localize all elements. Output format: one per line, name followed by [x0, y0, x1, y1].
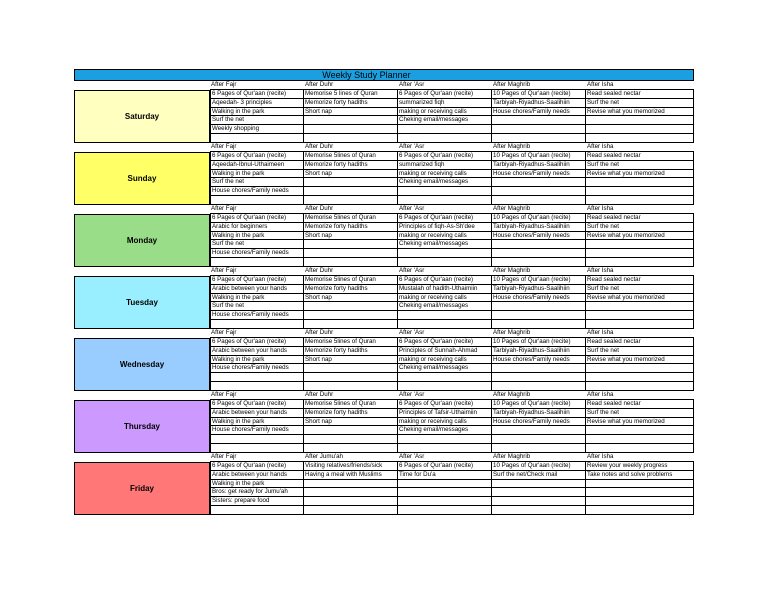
schedule-cell[interactable]	[586, 240, 694, 249]
schedule-cell[interactable]: Short nap	[304, 232, 398, 241]
schedule-cell[interactable]: House chores/Family needs	[492, 170, 586, 179]
schedule-cell[interactable]: Memorize forty hadiths	[304, 285, 398, 294]
column-header: After Isha	[586, 267, 694, 276]
schedule-cell[interactable]	[586, 116, 694, 125]
schedule-cell[interactable]	[304, 488, 398, 497]
schedule-cell[interactable]: Bros: get ready for Jumu'ah	[210, 488, 304, 497]
schedule-cell[interactable]	[492, 444, 586, 453]
schedule-cell[interactable]	[304, 444, 398, 453]
schedule-cell[interactable]: Short nap	[304, 356, 398, 365]
schedule-cell[interactable]: Weekly shopping	[210, 125, 304, 134]
schedule-cell[interactable]: 6 Pages of Qur'aan (recite)	[210, 338, 304, 347]
day-block-friday	[74, 453, 694, 515]
schedule-cell[interactable]	[492, 302, 586, 311]
schedule-cell[interactable]: Visiting relatives/friends/sick	[304, 462, 398, 471]
schedule-cell[interactable]: Cheking email/messages	[398, 178, 492, 187]
schedule-cell[interactable]: making or receiving calls	[398, 232, 492, 241]
schedule-cell[interactable]: Walking in the park	[210, 108, 304, 117]
schedule-cell[interactable]: House chores/Family needs	[492, 294, 586, 303]
schedule-cell[interactable]	[492, 134, 586, 143]
schedule-grid	[210, 267, 694, 329]
column-header: After Maghrib	[492, 391, 586, 400]
schedule-cell[interactable]	[586, 196, 694, 205]
schedule-cell[interactable]: making or receiving calls	[398, 418, 492, 427]
schedule-cell[interactable]	[492, 187, 586, 196]
schedule-cell[interactable]	[586, 373, 694, 382]
column-header: After 'Asr	[398, 205, 492, 214]
schedule-cell[interactable]	[586, 426, 694, 435]
schedule-grid	[210, 143, 694, 205]
schedule-cell[interactable]: Surf the net	[210, 240, 304, 249]
schedule-cell[interactable]: 10 Pages of Qur'aan (recite)	[492, 462, 586, 471]
planner-title: Weekly Study Planner	[322, 70, 411, 80]
schedule-cell[interactable]	[210, 196, 304, 205]
schedule-cell[interactable]: House chores/Family needs	[210, 311, 304, 320]
schedule-cell[interactable]: Surf the net	[586, 409, 694, 418]
schedule-cell[interactable]: Memorize forty hadiths	[304, 223, 398, 232]
schedule-cell[interactable]: Surf the net	[210, 302, 304, 311]
schedule-cell[interactable]	[586, 134, 694, 143]
schedule-cell[interactable]: Surf the net	[586, 285, 694, 294]
schedule-cell[interactable]: Surf the net	[586, 99, 694, 108]
day-label-sunday[interactable]: Sunday	[74, 152, 210, 205]
schedule-cell[interactable]: Tarbiyah-Riyadhus-Saalihiin	[492, 285, 586, 294]
schedule-cell[interactable]: making or receiving calls	[398, 356, 492, 365]
schedule-cell[interactable]: summarized fiqh	[398, 99, 492, 108]
schedule-cell[interactable]	[304, 116, 398, 125]
column-header: After 'Asr	[398, 81, 492, 90]
schedule-cell[interactable]: 6 Pages of Qur'aan (recite)	[210, 152, 304, 161]
schedule-cell[interactable]	[398, 249, 492, 258]
schedule-cell[interactable]: Walking in the park	[210, 480, 304, 489]
day-label-wednesday[interactable]: Wednesday	[74, 338, 210, 391]
schedule-cell[interactable]: Tarbiyah-Riyadhus-Saalihiin	[492, 223, 586, 232]
schedule-cell[interactable]: Tarbiyah-Riyadhus-Saalihiin	[492, 99, 586, 108]
schedule-cell[interactable]: Surf the net	[586, 223, 694, 232]
schedule-cell[interactable]	[492, 480, 586, 489]
schedule-cell[interactable]: Arabic between your hands	[210, 471, 304, 480]
schedule-cell[interactable]	[304, 134, 398, 143]
column-header: After Isha	[586, 329, 694, 338]
schedule-cell[interactable]	[586, 249, 694, 258]
column-header: After 'Asr	[398, 453, 492, 462]
schedule-cell[interactable]: 6 Pages of Qur'aan (recite)	[398, 400, 492, 409]
schedule-cell[interactable]: House chores/Family needs	[492, 356, 586, 365]
schedule-cell[interactable]: House chores/Family needs	[210, 249, 304, 258]
schedule-cell[interactable]: making or receiving calls	[398, 170, 492, 179]
schedule-grid	[210, 81, 694, 143]
schedule-cell[interactable]	[398, 373, 492, 382]
schedule-cell[interactable]: House chores/Family needs	[210, 187, 304, 196]
day-block-saturday	[74, 81, 694, 143]
schedule-cell[interactable]: Cheking email/messages	[398, 302, 492, 311]
schedule-cell[interactable]	[492, 373, 586, 382]
column-header: After Duhr	[304, 81, 398, 90]
schedule-cell[interactable]	[304, 249, 398, 258]
schedule-cell[interactable]: House chores/Family needs	[492, 108, 586, 117]
schedule-cell[interactable]: 6 Pages of Qur'aan (recite)	[210, 400, 304, 409]
schedule-cell[interactable]	[586, 302, 694, 311]
day-block-thursday	[74, 391, 694, 453]
schedule-cell[interactable]: Mustalah of hadith-Uthaimiin	[398, 285, 492, 294]
schedule-cell[interactable]	[304, 196, 398, 205]
schedule-cell[interactable]	[586, 364, 694, 373]
schedule-cell[interactable]: Review your weekly progress	[586, 462, 694, 471]
schedule-cell[interactable]: Short nap	[304, 294, 398, 303]
schedule-cell[interactable]	[398, 488, 492, 497]
schedule-cell[interactable]	[304, 320, 398, 329]
column-header: After Maghrib	[492, 453, 586, 462]
schedule-cell[interactable]	[586, 444, 694, 453]
schedule-cell[interactable]	[586, 382, 694, 391]
schedule-cell[interactable]: Memorise 5lines of Quran	[304, 338, 398, 347]
schedule-cell[interactable]	[586, 258, 694, 267]
schedule-cell[interactable]	[492, 311, 586, 320]
schedule-cell[interactable]: Memorise 5 lines of Quran	[304, 90, 398, 99]
schedule-cell[interactable]: Tarbiyah-Riyadhus-Saalihiin	[492, 161, 586, 170]
schedule-grid	[210, 329, 694, 391]
schedule-cell[interactable]: Principles of Tafsir-Uthaimiin	[398, 409, 492, 418]
schedule-cell[interactable]	[304, 125, 398, 134]
schedule-cell[interactable]	[586, 480, 694, 489]
schedule-cell[interactable]: Read sealed nectar	[586, 152, 694, 161]
column-header: After Maghrib	[492, 81, 586, 90]
schedule-cell[interactable]	[398, 196, 492, 205]
schedule-cell[interactable]: Surf the net	[210, 178, 304, 187]
schedule-cell[interactable]	[586, 125, 694, 134]
schedule-cell[interactable]: Memorize forty hadiths	[304, 347, 398, 356]
schedule-cell[interactable]	[586, 488, 694, 497]
schedule-cell[interactable]	[304, 426, 398, 435]
column-header: After Fajr	[210, 205, 304, 214]
schedule-cell[interactable]	[398, 134, 492, 143]
day-label-monday[interactable]: Monday	[74, 214, 210, 267]
schedule-cell[interactable]	[398, 187, 492, 196]
schedule-cell[interactable]	[398, 497, 492, 506]
schedule-cell[interactable]: Read sealed nectar	[586, 90, 694, 99]
column-header: After Isha	[586, 391, 694, 400]
schedule-cell[interactable]: Principles of Sunnah-Ahmad	[398, 347, 492, 356]
schedule-cell[interactable]: House chores/Family needs	[210, 426, 304, 435]
schedule-cell[interactable]: Cheking email/messages	[398, 426, 492, 435]
schedule-cell[interactable]	[586, 311, 694, 320]
schedule-cell[interactable]: Memorize forty hadiths	[304, 161, 398, 170]
schedule-cell[interactable]: Read sealed nectar	[586, 214, 694, 223]
schedule-cell[interactable]: 6 Pages of Qur'aan (recite)	[210, 462, 304, 471]
column-header: After Duhr	[304, 391, 398, 400]
schedule-cell[interactable]	[304, 480, 398, 489]
day-label-tuesday[interactable]: Tuesday	[74, 276, 210, 329]
schedule-grid	[210, 205, 694, 267]
schedule-cell[interactable]: 10 Pages of Qur'aan (recite)	[492, 400, 586, 409]
schedule-cell[interactable]: 6 Pages of Qur'aan (recite)	[398, 90, 492, 99]
schedule-cell[interactable]	[492, 116, 586, 125]
schedule-cell[interactable]	[304, 435, 398, 444]
schedule-cell[interactable]: Cheking email/messages	[398, 240, 492, 249]
schedule-cell[interactable]: Walking in the park	[210, 356, 304, 365]
schedule-cell[interactable]	[304, 364, 398, 373]
schedule-cell[interactable]	[398, 480, 492, 489]
schedule-cell[interactable]: Cheking email/messages	[398, 364, 492, 373]
column-header: After Fajr	[210, 143, 304, 152]
schedule-cell[interactable]: Short nap	[304, 418, 398, 427]
schedule-cell[interactable]: Aqeedah-Ibnul-Uthaimeen	[210, 161, 304, 170]
schedule-cell[interactable]: 6 Pages of Qur'aan (recite)	[398, 338, 492, 347]
schedule-cell[interactable]	[210, 435, 304, 444]
column-header: After 'Asr	[398, 143, 492, 152]
schedule-cell[interactable]: Short nap	[304, 170, 398, 179]
schedule-cell[interactable]: Time for Du'a	[398, 471, 492, 480]
day-label-saturday[interactable]: Saturday	[74, 90, 210, 143]
schedule-cell[interactable]: 10 Pages of Qur'aan (recite)	[492, 338, 586, 347]
column-header: After Duhr	[304, 329, 398, 338]
column-header: After Duhr	[304, 205, 398, 214]
schedule-cell[interactable]: Surf the net	[586, 347, 694, 356]
schedule-cell[interactable]	[210, 373, 304, 382]
column-header: After Maghrib	[492, 267, 586, 276]
schedule-cell[interactable]: Revise what you memorized	[586, 418, 694, 427]
schedule-cell[interactable]: Memorise 5lines of Quran	[304, 276, 398, 285]
schedule-cell[interactable]	[586, 320, 694, 329]
schedule-cell[interactable]: Walking in the park	[210, 418, 304, 427]
schedule-cell[interactable]: Revise what you memorized	[586, 356, 694, 365]
schedule-cell[interactable]	[398, 258, 492, 267]
schedule-cell[interactable]: making or receiving calls	[398, 108, 492, 117]
schedule-cell[interactable]	[304, 258, 398, 267]
schedule-cell[interactable]: Aqeedah- 3 principles	[210, 99, 304, 108]
study-planner-sheet	[74, 69, 694, 515]
schedule-cell[interactable]	[304, 302, 398, 311]
schedule-cell[interactable]	[210, 134, 304, 143]
schedule-cell[interactable]: House chores/Family needs	[492, 232, 586, 241]
schedule-cell[interactable]	[492, 178, 586, 187]
schedule-cell[interactable]	[492, 426, 586, 435]
schedule-cell[interactable]	[398, 382, 492, 391]
schedule-cell[interactable]	[398, 444, 492, 453]
schedule-cell[interactable]: 6 Pages of Qur'aan (recite)	[210, 214, 304, 223]
schedule-cell[interactable]	[492, 382, 586, 391]
schedule-cell[interactable]	[398, 506, 492, 515]
column-header: After Fajr	[210, 391, 304, 400]
schedule-cell[interactable]: Tarbiyah-Riyadhus-Saalihiin	[492, 409, 586, 418]
day-block-sunday	[74, 143, 694, 205]
schedule-cell[interactable]: Revise what you memorized	[586, 108, 694, 117]
column-header: After Jumu'ah	[304, 453, 398, 462]
schedule-cell[interactable]: House chores/Family needs	[210, 364, 304, 373]
schedule-cell[interactable]	[586, 506, 694, 515]
schedule-cell[interactable]: Memorize forty hadiths	[304, 99, 398, 108]
column-header: After 'Asr	[398, 329, 492, 338]
schedule-cell[interactable]: 6 Pages of Qur'aan (recite)	[210, 90, 304, 99]
schedule-cell[interactable]	[586, 187, 694, 196]
schedule-cell[interactable]	[210, 320, 304, 329]
schedule-cell[interactable]	[492, 435, 586, 444]
schedule-cell[interactable]: Revise what you memorized	[586, 294, 694, 303]
column-header: After Fajr	[210, 267, 304, 276]
schedule-cell[interactable]: 6 Pages of Qur'aan (recite)	[398, 276, 492, 285]
schedule-cell[interactable]	[210, 506, 304, 515]
schedule-cell[interactable]: Revise what you memorized	[586, 170, 694, 179]
column-header: After Isha	[586, 143, 694, 152]
planner-title-bar[interactable]	[74, 69, 694, 81]
schedule-cell[interactable]: Read sealed nectar	[586, 276, 694, 285]
schedule-cell[interactable]	[398, 435, 492, 444]
schedule-cell[interactable]: Having a meal with Muslims	[304, 471, 398, 480]
column-header: After Maghrib	[492, 205, 586, 214]
schedule-cell[interactable]: Walking in the park	[210, 232, 304, 241]
schedule-cell[interactable]	[586, 497, 694, 506]
schedule-cell[interactable]: Surf the net	[586, 161, 694, 170]
schedule-cell[interactable]: Arabic between your hands	[210, 347, 304, 356]
schedule-cell[interactable]: 10 Pages of Qur'aan (recite)	[492, 152, 586, 161]
schedule-cell[interactable]: 6 Pages of Qur'aan (recite)	[398, 152, 492, 161]
schedule-cell[interactable]: Principles of fiqh-As-Sh'dee	[398, 223, 492, 232]
schedule-cell[interactable]	[492, 364, 586, 373]
schedule-cell[interactable]: 6 Pages of Qur'aan (recite)	[210, 276, 304, 285]
schedule-cell[interactable]: summarized fiqh	[398, 161, 492, 170]
schedule-cell[interactable]: Arabic for beginners	[210, 223, 304, 232]
column-header: After 'Asr	[398, 267, 492, 276]
schedule-cell[interactable]	[586, 435, 694, 444]
schedule-cell[interactable]: Cheking email/messages	[398, 116, 492, 125]
schedule-grid	[210, 391, 694, 453]
column-header: After Fajr	[210, 329, 304, 338]
column-header: After Duhr	[304, 267, 398, 276]
schedule-cell[interactable]: 10 Pages of Qur'aan (recite)	[492, 90, 586, 99]
day-label-friday[interactable]: Friday	[74, 462, 210, 515]
column-header: After Isha	[586, 205, 694, 214]
schedule-cell[interactable]	[492, 506, 586, 515]
schedule-cell[interactable]: House chores/Family needs	[492, 418, 586, 427]
schedule-cell[interactable]	[304, 506, 398, 515]
schedule-cell[interactable]: Arabic between your hands	[210, 409, 304, 418]
schedule-cell[interactable]	[304, 178, 398, 187]
schedule-cell[interactable]	[492, 488, 586, 497]
schedule-cell[interactable]	[398, 125, 492, 134]
schedule-cell[interactable]	[304, 240, 398, 249]
column-header: After Maghrib	[492, 329, 586, 338]
column-header: After Fajr	[210, 81, 304, 90]
schedule-cell[interactable]: Walking in the park	[210, 170, 304, 179]
schedule-cell[interactable]: Surf the net/Check mail	[492, 471, 586, 480]
day-block-wednesday	[74, 329, 694, 391]
schedule-cell[interactable]: Surf the net	[210, 116, 304, 125]
column-header: After Isha	[586, 81, 694, 90]
schedule-cell[interactable]: making or receiving calls	[398, 294, 492, 303]
schedule-cell[interactable]	[492, 258, 586, 267]
schedule-cell[interactable]: Sisters: prepare food	[210, 497, 304, 506]
column-header: After Isha	[586, 453, 694, 462]
schedule-cell[interactable]	[304, 187, 398, 196]
column-header: After Maghrib	[492, 143, 586, 152]
schedule-cell[interactable]	[492, 125, 586, 134]
schedule-cell[interactable]: Take notes and solve problems	[586, 471, 694, 480]
schedule-cell[interactable]	[210, 258, 304, 267]
day-block-tuesday	[74, 267, 694, 329]
schedule-cell[interactable]	[304, 373, 398, 382]
schedule-cell[interactable]: Short nap	[304, 108, 398, 117]
schedule-cell[interactable]	[492, 249, 586, 258]
day-label-thursday[interactable]: Thursday	[74, 400, 210, 453]
schedule-cell[interactable]	[398, 320, 492, 329]
schedule-cell[interactable]: 10 Pages of Qur'aan (recite)	[492, 214, 586, 223]
schedule-cell[interactable]: 10 Pages of Qur'aan (recite)	[492, 276, 586, 285]
schedule-cell[interactable]	[398, 311, 492, 320]
schedule-cell[interactable]: Memorise 5lines of Quran	[304, 400, 398, 409]
schedule-cell[interactable]: Memorise 5lines of Quran	[304, 214, 398, 223]
schedule-cell[interactable]: Read sealed nectar	[586, 338, 694, 347]
schedule-grid	[210, 453, 694, 515]
schedule-cell[interactable]: Memorize forty hadiths	[304, 409, 398, 418]
schedule-cell[interactable]: Walking in the park	[210, 294, 304, 303]
column-header: After 'Asr	[398, 391, 492, 400]
schedule-cell[interactable]: 6 Pages of Qur'aan (recite)	[398, 462, 492, 471]
schedule-cell[interactable]: Read sealed nectar	[586, 400, 694, 409]
schedule-cell[interactable]: Tarbiyah-Riyadhus-Saalihiin	[492, 347, 586, 356]
column-header: After Fajr	[210, 453, 304, 462]
schedule-cell[interactable]	[492, 497, 586, 506]
schedule-cell[interactable]: Memorise 5lines of Quran	[304, 152, 398, 161]
schedule-cell[interactable]	[304, 311, 398, 320]
schedule-cell[interactable]: 6 Pages of Qur'aan (recite)	[398, 214, 492, 223]
schedule-cell[interactable]	[492, 320, 586, 329]
schedule-cell[interactable]	[492, 240, 586, 249]
schedule-cell[interactable]: Arabic between your hands	[210, 285, 304, 294]
column-header: After Duhr	[304, 143, 398, 152]
schedule-cell[interactable]	[304, 497, 398, 506]
schedule-cell[interactable]	[586, 178, 694, 187]
schedule-cell[interactable]	[210, 382, 304, 391]
schedule-cell[interactable]	[492, 196, 586, 205]
schedule-cell[interactable]	[304, 382, 398, 391]
schedule-cell[interactable]: Revise what you memorized	[586, 232, 694, 241]
day-block-monday	[74, 205, 694, 267]
schedule-cell[interactable]	[210, 444, 304, 453]
days-container	[74, 81, 694, 515]
